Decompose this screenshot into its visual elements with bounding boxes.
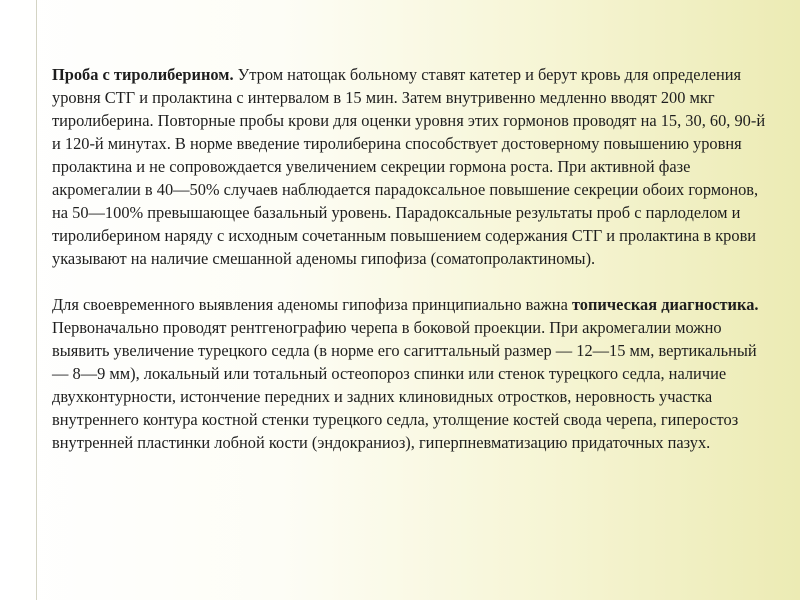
- slide-text-body: [52, 63, 776, 454]
- paragraph-intro: Для своевременного выявления аденомы гипофиза принципиально важна: [52, 295, 572, 314]
- paragraph-heading: Проба с тиролиберином.: [52, 65, 234, 84]
- paragraph-text: Утром натощак больному ставят катетер и берут кровь для определения уровня СТГ и пролактина с интервалом в 15 мин. Затем внутривенно медленно вводят 200 мкг тиролиберина. Повторные пробы крови для оценки уровня этих гормонов проводят на 15, 30, 60, 90-й и 120-й минутах. В норме введение тиролиберина способствует достоверному повышению уровня пролактина и не сопровождается увеличением секреции гормона роста. При активной фазе акромегалии в 40—50% случаев наблюдается парадоксальное повышение секреции обоих гормонов, на 50—100% превышающее базальный уровень. Парадоксальные результаты проб с парлоделом и тиролиберином наряду с исходным сочетанным повышением содержания СТГ и пролактина в крови указывают на наличие смешанной аденомы гипофиза (соматопролактиномы).: [52, 65, 766, 268]
- paragraph-emphasis: топическая диагностика.: [571, 295, 759, 314]
- slide-edge-line: [36, 0, 37, 600]
- paragraph-topical-diagnostics: [52, 293, 776, 454]
- paragraph-thyroliberin-test: [52, 63, 776, 270]
- paragraph-text: Первоначально проводят рентгенографию черепа в боковой проекции. При акромегалии можно выявить увеличение турецкого седла (в норме его сагиттальный размер — 12—15 мм, вертикальный — 8—9 мм), локальный или тотальный остеопороз спинки или стенок турецкого седла, наличие двухконтурности, истончение передних и задних клиновидных отростков, неровность участка внутреннего контура костной стенки турецкого седла, утолщение костей свода черепа, гиперостоз внутренней пластинки лобной кости (эндокраниоз), гиперпневматизацию придаточных пазух.: [52, 318, 757, 452]
